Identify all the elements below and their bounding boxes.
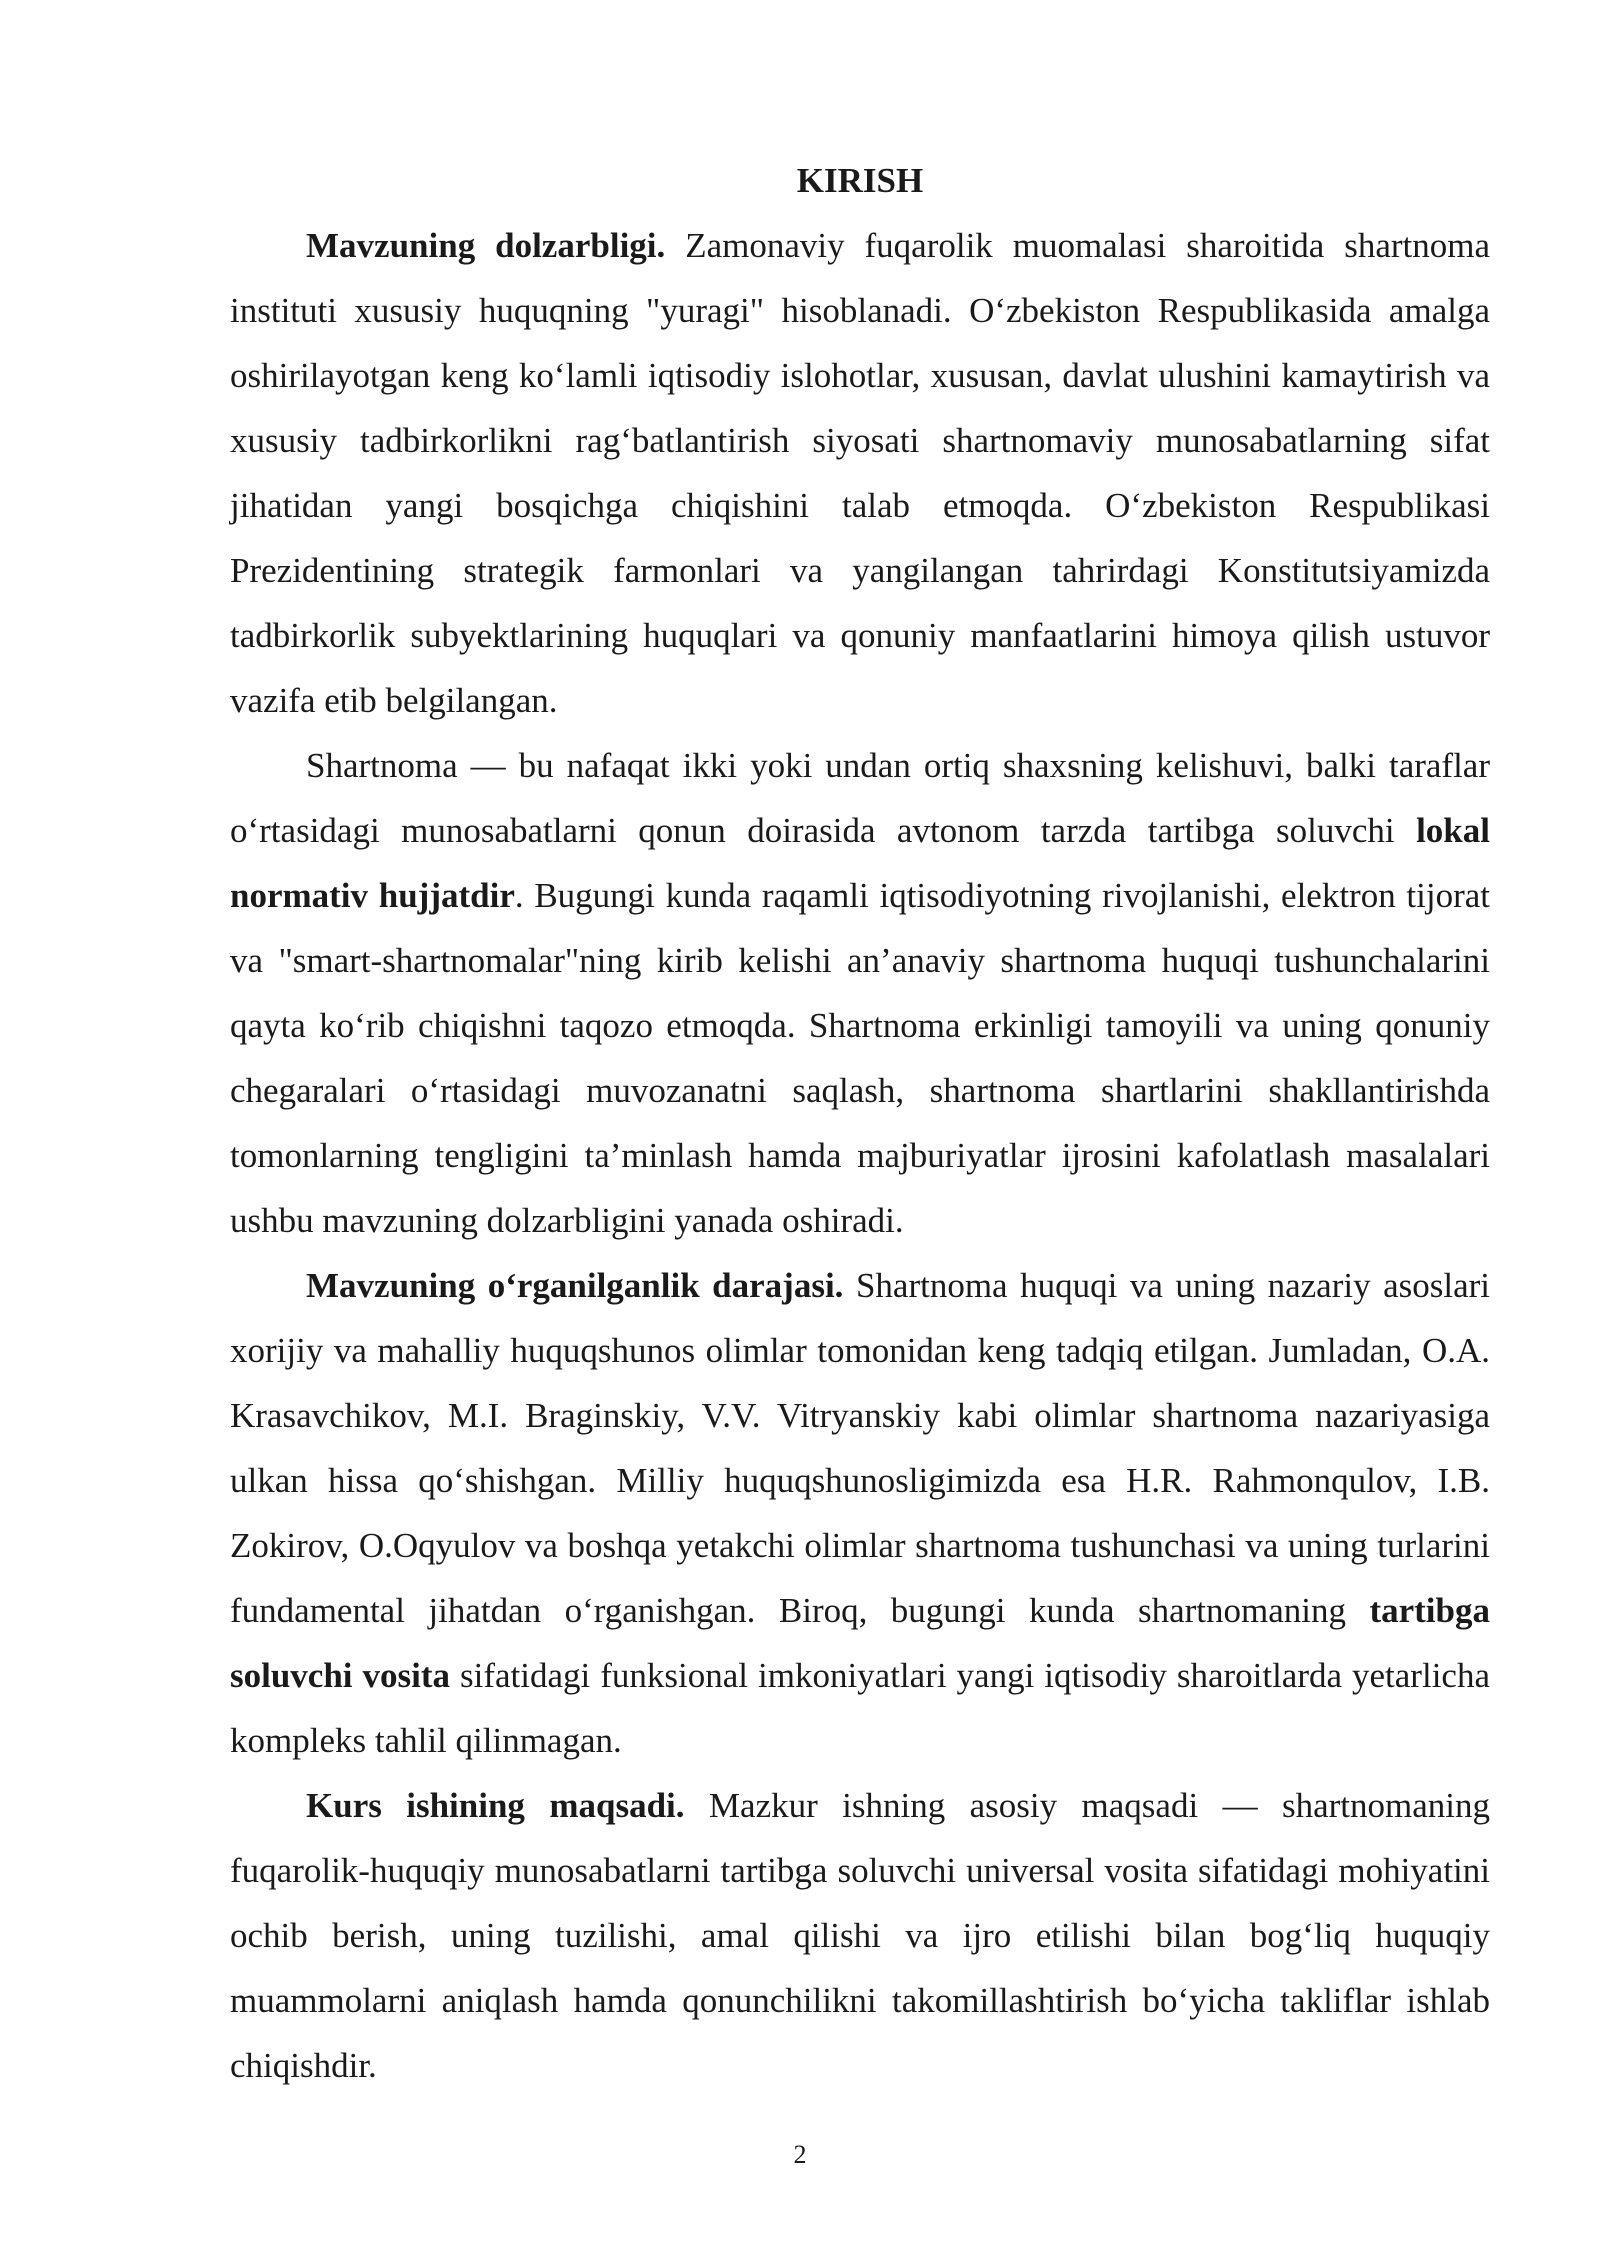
paragraph-text: Mazkur ishning asosiy maqsadi — shartnomaning fuqarolik-huquqiy munosabatlarni tartibga soluvchi universal vosita sifatidagi mohiyatini ochib berish, uning tuzilishi, amal qilishi va ijro etilishi bilan bog‘liq huquqiy muammolarni aniqlash hamda qonunchilikni takomillashtirish bo‘yicha takliflar ishlab chiqishdir. <box>230 1786 1490 2085</box>
paragraph-lead: Kurs ishining maqsadi. <box>306 1786 685 1825</box>
page-body <box>230 148 1490 2098</box>
paragraph-text: Zamonaviy fuqarolik muomalasi sharoitida shartnoma instituti xususiy huquqning "yuragi" hisoblanadi. O‘zbekiston Respublikasida amalga oshirilayotgan keng ko‘lamli iqtisodiy islohotlar, xususan, davlat ulushini kamaytirish va xususiy tadbirkorlikni rag‘batlantirish siyosati shartnomaviy munosabatlarning sifat jihatidan yangi bosqichga chiqishini talab etmoqda. O‘zbekiston Respublikasi Prezidentining strategik farmonlari va yangilangan tahrirdagi Konstitutsiyamizda tadbirkorlik subyektlarining huquqlari va qonuniy manfaatlarini himoya qilish ustuvor vazifa etib belgilangan. <box>230 226 1490 720</box>
paragraph-text: Shartnoma — bu nafaqat ikki yoki undan ortiq shaxsning kelishuvi, balki taraflar o‘rtasidagi munosabatlarni qonun doirasida avtonom tarzda tartibga soluvchi <box>230 746 1490 850</box>
paragraph-relevance <box>230 213 1490 733</box>
paragraph-study-level <box>230 1253 1490 1773</box>
paragraph-text: sifatidagi funksional imkoniyatlari yangi iqtisodiy sharoitlarda yetarlicha kompleks tahlil qilinmagan. <box>230 1656 1490 1760</box>
paragraph-lead: Mavzuning o‘rganilganlik darajasi. <box>306 1266 844 1305</box>
section-title: KIRISH <box>796 161 924 200</box>
page-number: 2 <box>793 2140 807 2169</box>
paragraph-emphasis: lokal normativ hujjatdir <box>230 811 1490 915</box>
paragraph-lead: Mavzuning dolzarbligi. <box>306 226 666 265</box>
paragraph-text: . Bugungi kunda raqamli iqtisodiyotning rivojlanishi, elektron tijorat va "smart-shartnomalar"ning kirib kelishi an’anaviy shartnoma huquqi tushunchalarini qayta ko‘rib chiqishni taqozo etmoqda. Shartnoma erkinligi tamoyili va uning qonuniy chegaralari o‘rtasidagi muvozanatni saqlash, shartnoma shartlarini shakllantirishda tomonlarning tengligini ta’minlash hamda majburiyatlar ijrosini kafolatlash masalalari ushbu mavzuning dolzarbligini yanada oshiradi. <box>230 876 1491 1240</box>
paragraph-contract-definition <box>230 733 1490 1253</box>
paragraph-goal <box>230 1773 1490 2098</box>
paragraph-text: Shartnoma huquqi va uning nazariy asoslari xorijiy va mahalliy huquqshunos olimlar tomonidan keng tadqiq etilgan. Jumladan, O.A. Krasavchikov, M.I. Braginskiy, V.V. Vitryanskiy kabi olimlar shartnoma nazariyasiga ulkan hissa qo‘shishgan. Milliy huquqshunosligimizda esa H.R. Rahmonqulov, I.B. Zokirov, O.Oqyulov va boshqa yetakchi olimlar shartnoma tushunchasi va uning turlarini fundamental jihatdan o‘rganishgan. Biroq, bugungi kunda shartnomaning <box>230 1266 1490 1630</box>
paragraph-emphasis: tartibga soluvchi vosita <box>230 1591 1490 1695</box>
